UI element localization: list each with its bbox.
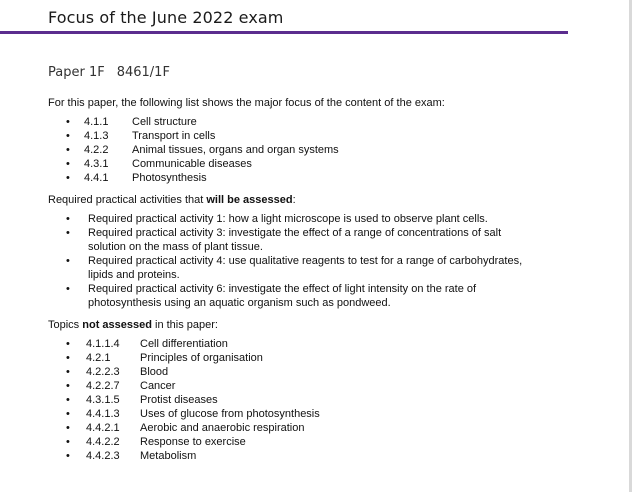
topic-label: Blood (140, 366, 169, 378)
practical-text-cont: photosynthesis using an aquatic organism such as pondweed. (88, 297, 391, 309)
bullet-icon: • (66, 352, 70, 364)
intro-text: For this paper, the following list shows the major focus of the content of the exam: (48, 97, 445, 109)
topic-label: Metabolism (140, 450, 197, 462)
not-assessed-item (48, 393, 578, 407)
focus-item (48, 143, 578, 157)
bullet-icon: • (66, 394, 70, 406)
not-assessed-list (48, 337, 578, 463)
not-assessed-item (48, 351, 578, 365)
practical-text: Required practical activity 6: investigate the effect of light intensity on the rate of (88, 283, 477, 295)
focus-item-code: 4.1.3 (84, 130, 109, 142)
bullet-icon: • (66, 436, 70, 448)
not-assessed-heading-emphasis: not assessed (82, 319, 152, 331)
practicals-list (48, 212, 578, 310)
focus-item-code: 4.1.1 (84, 116, 109, 128)
practical-text-cont: solution on the mass of plant tissue. (88, 241, 263, 253)
bullet-icon: • (66, 422, 70, 434)
document-body (48, 96, 578, 463)
focus-item-label: Communicable diseases (132, 158, 252, 170)
practical-item (48, 282, 578, 310)
topic-code: 4.4.1.3 (86, 408, 120, 420)
focus-item (48, 129, 578, 143)
focus-item (48, 171, 578, 185)
topic-code: 4.4.2.1 (86, 422, 120, 434)
focus-item-label: Cell structure (132, 116, 197, 128)
not-assessed-item (48, 337, 578, 351)
bullet-icon: • (66, 227, 70, 239)
focus-item-label: Transport in cells (132, 130, 216, 142)
topic-code: 4.4.2.3 (86, 450, 120, 462)
topic-label: Principles of organisation (140, 352, 263, 364)
not-assessed-heading: Topics not assessed in this paper: (48, 319, 218, 331)
bullet-icon: • (66, 158, 70, 170)
not-assessed-item (48, 435, 578, 449)
focus-item-code: 4.2.2 (84, 144, 109, 156)
bullet-icon: • (66, 380, 70, 392)
topic-code: 4.4.2.2 (86, 436, 120, 448)
not-assessed-item (48, 421, 578, 435)
paper-code: 8461/1F (116, 65, 170, 80)
bullet-icon: • (66, 130, 70, 142)
bullet-icon: • (66, 144, 70, 156)
not-assessed-item (48, 407, 578, 421)
topic-label: Response to exercise (140, 436, 246, 448)
focus-item-code: 4.3.1 (84, 158, 109, 170)
bullet-icon: • (66, 255, 70, 267)
topic-code: 4.2.2.3 (86, 366, 120, 378)
focus-item-code: 4.4.1 (84, 172, 109, 184)
practical-text-cont: lipids and proteins. (88, 269, 180, 281)
practical-text: Required practical activity 1: how a light microscope is used to observe plant cells. (88, 213, 488, 225)
paper-heading (48, 65, 170, 80)
focus-item-label: Photosynthesis (132, 172, 207, 184)
practicals-heading-emphasis: will be assessed (206, 194, 293, 206)
topic-code: 4.2.2.7 (86, 380, 120, 392)
not-assessed-item (48, 449, 578, 463)
topic-label: Uses of glucose from photosynthesis (140, 408, 320, 420)
focus-item (48, 157, 578, 171)
topic-label: Cell differentiation (140, 338, 228, 350)
not-assessed-item (48, 365, 578, 379)
topic-label: Protist diseases (140, 394, 218, 406)
bullet-icon: • (66, 213, 70, 225)
bullet-icon: • (66, 116, 70, 128)
bullet-icon: • (66, 172, 70, 184)
practical-item (48, 212, 578, 226)
bullet-icon: • (66, 338, 70, 350)
topic-code: 4.1.1.4 (86, 338, 120, 350)
header-rule (0, 31, 568, 34)
focus-item-label: Animal tissues, organs and organ systems (132, 144, 339, 156)
paper-name: Paper 1F (48, 65, 105, 80)
bullet-icon: • (66, 408, 70, 420)
focus-item (48, 115, 578, 129)
topic-label: Aerobic and anaerobic respiration (140, 422, 305, 434)
practical-text: Required practical activity 4: use qualitative reagents to test for a range of carbohydrates, (88, 255, 523, 267)
practical-item (48, 226, 578, 254)
topic-label: Cancer (140, 380, 176, 392)
bullet-icon: • (66, 283, 70, 295)
practical-text: Required practical activity 3: investigate the effect of a range of concentrations of salt (88, 227, 502, 239)
bullet-icon: • (66, 366, 70, 378)
focus-list (48, 115, 578, 185)
practicals-heading: Required practical activities that will be assessed: (48, 194, 296, 206)
topic-code: 4.3.1.5 (86, 394, 120, 406)
page-title: Focus of the June 2022 exam (48, 8, 284, 27)
practical-item (48, 254, 578, 282)
topic-code: 4.2.1 (86, 352, 111, 364)
bullet-icon: • (66, 450, 70, 462)
not-assessed-item (48, 379, 578, 393)
